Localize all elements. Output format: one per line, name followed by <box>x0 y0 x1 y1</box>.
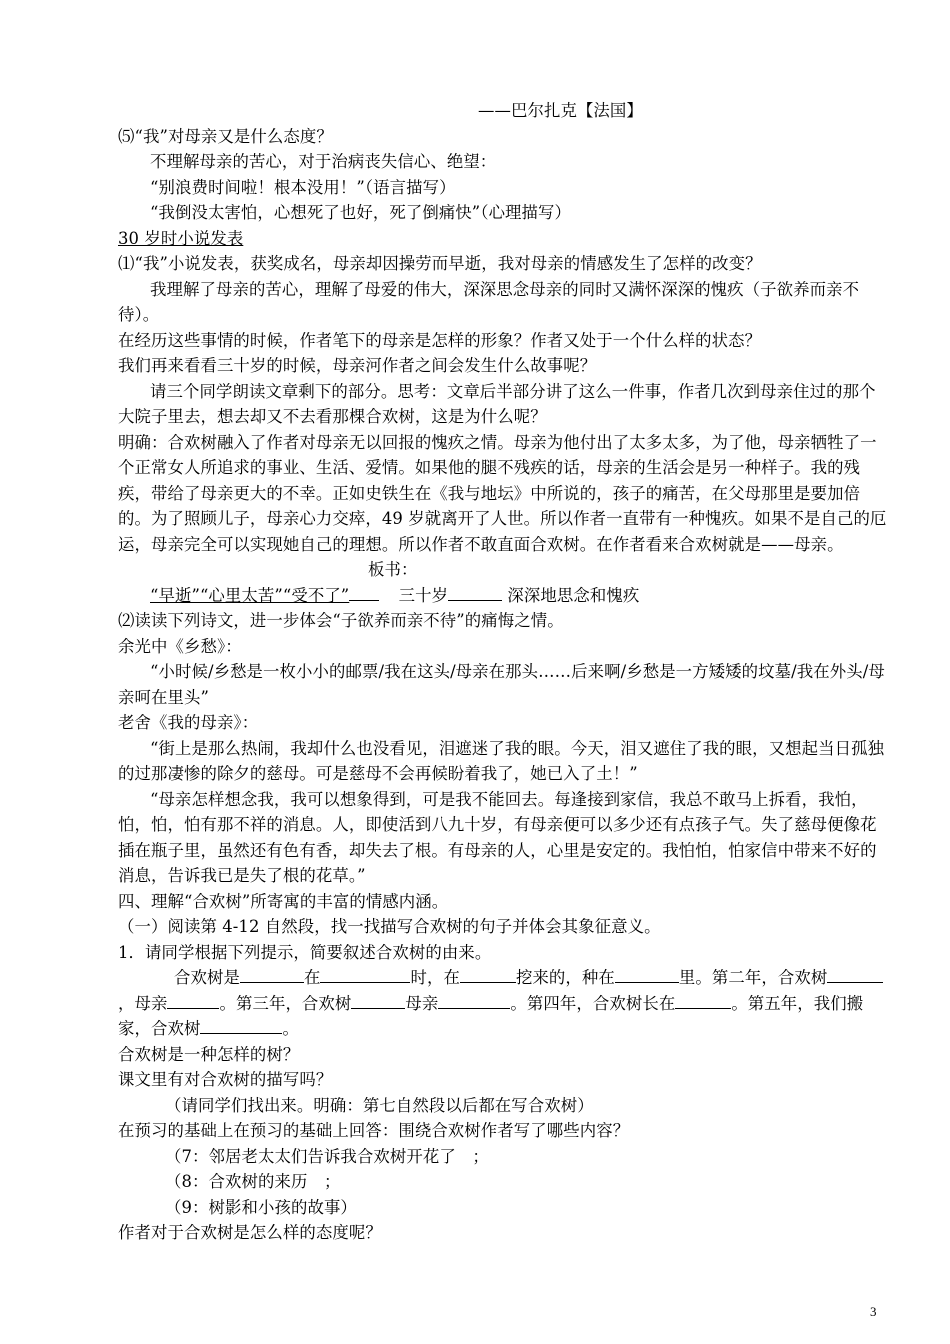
section30-line4: 请三个同学朗读文章剩下的部分。思考：文章后半部分讲了这么一件事，作者几次到母亲住过的那个大院子里去，想去却又不去看那棵合欢树，这是为什么呢？ <box>118 381 876 426</box>
part4-q1: 1．请同学根据下列提示，简要叙述合欢树的由来。 <box>118 942 492 962</box>
board-part1: “早逝”“心里太苦”“受不了” <box>150 585 350 605</box>
fill-text-7: 。第三年，合欢树 <box>219 993 352 1013</box>
board-blank-2 <box>448 584 502 601</box>
fill-text-8: 母亲 <box>405 993 439 1013</box>
fill-blank-10 <box>200 1017 282 1034</box>
board-part3: 深深地思念和愧疚 <box>507 585 640 605</box>
board-blank-1 <box>349 584 379 601</box>
section30-line3: 我们再来看看三十岁的时候，母亲河作者之间会发生什么故事呢？ <box>118 356 597 375</box>
quote-signature: ——巴尔扎克【法国】 <box>478 101 643 120</box>
section30-mingque: 明确：合欢树融入了作者对母亲无以回报的愧疚之情。母亲为他付出了太多太多，为了他，母亲牺牲了一个正常女人所追求的事业、生活、爱情。如果他的腿不残疾的话，母亲的生活会是另一种样子。我的残疾，带给了母亲更大的不幸。正如史铁生在《我与地坛》中所说的，孩子的痛苦，在父母那里是要加倍的。为了照顾儿子，母亲心力交瘁，49 岁就离开了人世。所以作者一直带有一种愧疚。如果不是自己的厄运，母亲完全可以实现她自己的理想。所以作者不敢直面合欢树。在作者看来合欢树就是——母亲。 <box>118 432 887 554</box>
page-number: 3 <box>870 1304 877 1319</box>
part4-l8: 作者对于合欢树是怎么样的态度呢？ <box>118 1223 382 1242</box>
fill-in-paragraph <box>118 965 888 1042</box>
q5-line2: “别浪费时间啦！根本没用！”（语言描写） <box>150 177 456 197</box>
fill-blank-6 <box>167 992 219 1009</box>
fill-blank-5 <box>827 966 883 983</box>
board-line <box>118 583 888 609</box>
part4-l4: 在预习的基础上在预习的基础上回答：围绕合欢树作者写了哪些内容？ <box>118 1121 630 1140</box>
lao-text1: “街上是那么热闹，我却什么也没看见，泪遮迷了我的眼。今天，泪又遮住了我的眼，又想起当日孤独的过那凄惨的除夕的慈母。可是慈母不会再候盼着我了，她已入了土！” <box>118 738 885 783</box>
part4-sub1: （一）阅读第 4-12 自然段，找一找描写合欢树的句子并体会其象征意义。 <box>118 917 661 936</box>
section30-q1: ⑴“我”小说发表，获奖成名，母亲却因操劳而早逝，我对母亲的情感发生了怎样的改变？ <box>118 254 762 273</box>
q5-line3: “我倒没太害怕，心想死了也好，死了倒痛快”（心理描写） <box>150 203 572 222</box>
section30-line2: 在经历这些事情的时候，作者笔下的母亲是怎样的形象？作者又处于一个什么样的状态？ <box>118 330 762 350</box>
part4-heading: 四、理解“合欢树”所寄寓的丰富的情感内涵。 <box>118 891 449 911</box>
fill-blank-4 <box>615 966 679 983</box>
fill-text-4: 挖来的，种在 <box>515 968 615 987</box>
fill-text-9: 。第四年，合欢树长在 <box>510 993 676 1013</box>
fill-text-10: 。第五年，我们搬家，合欢树 <box>118 993 864 1038</box>
fill-text-6: ，母亲 <box>118 993 168 1013</box>
board-part2: 三十岁 <box>398 585 449 605</box>
yu-text: “小时候/乡愁是一枚小小的邮票/我在这头/母亲在那头……后来啊/乡愁是一方矮矮的坟墓/我在外头/母亲呵在里头” <box>118 662 885 707</box>
fill-blank-9 <box>675 992 731 1009</box>
yu-title: 余光中《乡愁》： <box>118 636 242 656</box>
fill-blank-2 <box>320 966 410 983</box>
fill-text-11: 。 <box>282 1019 299 1038</box>
q5-question: ⑸“我”对母亲又是什么态度？ <box>118 126 333 146</box>
poems-q2: ⑵读读下列诗文，进一步体会“子欲养而亲不待”的痛悔之情。 <box>118 611 564 630</box>
fill-text-5: 里。第二年，合欢树 <box>678 968 828 987</box>
q5-line1: 不理解母亲的苦心，对于治病丧失信心、绝望： <box>150 152 497 171</box>
lao-title: 老舍《我的母亲》： <box>118 713 259 732</box>
fill-text-3: 时，在 <box>410 968 460 987</box>
part4-l2: 课文里有对合欢树的描写吗？ <box>118 1070 333 1089</box>
page-content <box>118 98 888 1246</box>
fill-blank-1 <box>240 966 304 983</box>
board-label: 板书： <box>368 560 418 579</box>
section-heading-30: 30 岁时小说发表 <box>118 228 244 248</box>
fill-blank-7 <box>351 992 405 1009</box>
part4-l7: （9：树影和小孩的故事） <box>165 1197 357 1217</box>
fill-text-1: 合欢树是 <box>174 968 240 987</box>
part4-l3: （请同学们找出来。明确：第七自然段以后都在写合欢树） <box>165 1095 594 1115</box>
part4-l6: （8：合欢树的来历 ； <box>165 1172 341 1191</box>
fill-blank-3 <box>460 966 516 983</box>
fill-text-2: 在 <box>303 968 321 987</box>
lao-text2: “母亲怎样想念我，我可以想象得到，可是我不能回去。每逢接到家信，我总不敢马上拆看，我怕，怕，怕，怕有那不祥的消息。人，即使活到八九十岁，有母亲便可以多少还有点孩子气。失了慈母便像花插在瓶子里，虽然还有色有香，却失去了根。有母亲的人，心里是安定的。我怕怕，怕家信中带来不好的消息，告诉我已是失了根的花草。” <box>118 789 877 885</box>
section30-answer1: 我理解了母亲的苦心，理解了母爱的伟大，深深思念母亲的同时又满怀深深的愧疚（子欲养而亲不待）。 <box>118 279 860 324</box>
fill-blank-8 <box>438 992 510 1009</box>
part4-l5: （7：邻居老太太们告诉我合欢树开花了 ； <box>165 1146 489 1166</box>
part4-l1: 合欢树是一种怎样的树？ <box>118 1044 300 1064</box>
